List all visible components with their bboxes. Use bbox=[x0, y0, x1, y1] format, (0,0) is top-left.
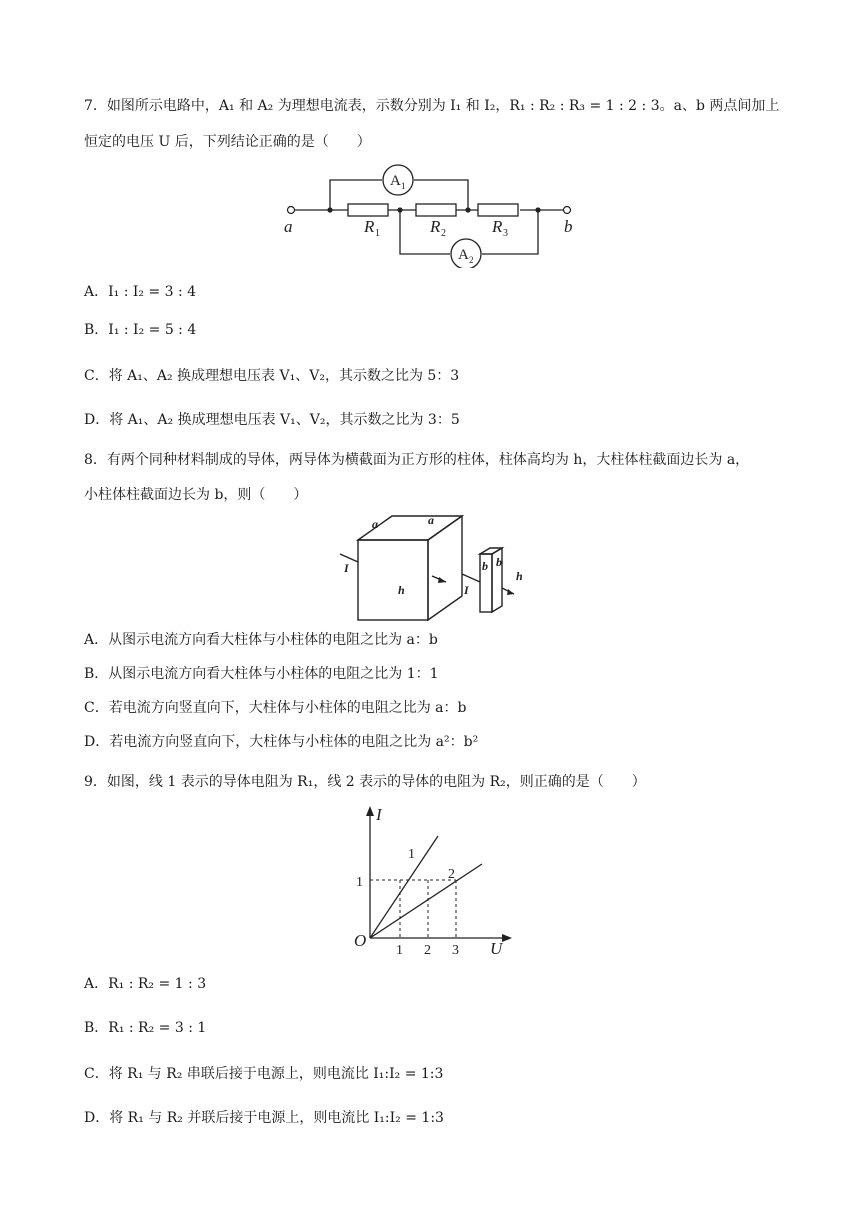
r2-subscript: 2 bbox=[441, 228, 446, 239]
q8-stem-line2: 小柱体柱截面边长为 b，则（ ） bbox=[84, 487, 308, 503]
r2-label: R bbox=[430, 217, 441, 236]
r3-resistor bbox=[478, 204, 518, 216]
q9-option-d: D．将 R₁ 与 R₂ 并联后接于电源上，则电流比 I₁:I₂ = 1:3 bbox=[84, 1110, 444, 1126]
q7-option-d: D．将 A₁、A₂ 换成理想电压表 V₁、V₂，其示数之比为 3：5 bbox=[84, 412, 460, 428]
q9-option-b: B．R₁ : R₂ = 3 : 1 bbox=[84, 1020, 207, 1036]
q9-option-c: C．将 R₁ 与 R₂ 串联后接于电源上，则电流比 I₁:I₂ = 1:3 bbox=[84, 1066, 444, 1082]
q7-stem-line2: 恒定的电压 U 后，下列结论正确的是（ ） bbox=[84, 134, 371, 150]
q9-iu-graph bbox=[340, 800, 520, 960]
q8-option-d: D．若电流方向竖直向下，大柱体与小柱体的电阻之比为 a²：b² bbox=[84, 734, 479, 750]
big-a-top-label: a bbox=[372, 517, 378, 531]
big-a-right-label: a bbox=[428, 513, 434, 527]
q8-conductor-diagram bbox=[336, 510, 532, 626]
q9-stem: 9．如图，线 1 表示的导体电阻为 R₁，线 2 表示的导体的电阻为 R₂，则正确的是（ ） bbox=[84, 774, 646, 790]
x-tick-1: 1 bbox=[396, 943, 403, 958]
q8-option-c: C．若电流方向竖直向下，大柱体与小柱体的电阻之比为 a：b bbox=[84, 700, 467, 716]
q8-option-b: B．从图示电流方向看大柱体与小柱体的电阻之比为 1：1 bbox=[84, 666, 439, 682]
q7-option-c: C．将 A₁、A₂ 换成理想电压表 V₁、V₂，其示数之比为 5：3 bbox=[84, 368, 460, 384]
r1-subscript: 1 bbox=[375, 228, 380, 239]
q7-option-a: A．I₁ : I₂ = 3 : 4 bbox=[84, 284, 197, 300]
small-h-label: h bbox=[516, 569, 523, 583]
q8-stem-line1: 8．有两个同种材料制成的导体，两导体为横截面为正方形的柱体，柱体高均为 h，大柱体柱截面边长为 a， bbox=[84, 452, 750, 468]
x-tick-2: 2 bbox=[424, 943, 431, 958]
q9-option-a: A．R₁ : R₂ = 1 : 3 bbox=[84, 976, 207, 992]
a1-subscript: 1 bbox=[401, 181, 406, 191]
x-axis-label: U bbox=[490, 939, 503, 958]
node-a-label: a bbox=[284, 217, 293, 236]
big-current-label: I bbox=[344, 561, 349, 575]
a1-label: A bbox=[390, 173, 401, 189]
a2-subscript: 2 bbox=[469, 255, 474, 265]
line-2-label: 2 bbox=[448, 867, 455, 882]
small-b2-label: b bbox=[496, 555, 502, 569]
small-current-label: I bbox=[464, 583, 469, 597]
r1-resistor bbox=[348, 204, 388, 216]
node-b-label: b bbox=[564, 217, 573, 236]
q7-circuit-diagram bbox=[280, 158, 590, 268]
q7-option-b: B．I₁ : I₂ = 5 : 4 bbox=[84, 322, 197, 338]
r2-resistor bbox=[416, 204, 456, 216]
y-axis-label: I bbox=[376, 805, 382, 824]
a2-label: A bbox=[458, 247, 469, 263]
y-tick-1: 1 bbox=[356, 875, 363, 890]
x-tick-3: 3 bbox=[452, 943, 459, 958]
line-2 bbox=[370, 864, 482, 938]
r1-label: R bbox=[364, 217, 375, 236]
r3-label: R bbox=[492, 217, 503, 236]
origin-label: O bbox=[354, 931, 367, 950]
r3-subscript: 3 bbox=[503, 228, 508, 239]
line-1-label: 1 bbox=[408, 847, 415, 862]
big-h-label: h bbox=[398, 583, 405, 597]
q8-option-a: A．从图示电流方向看大柱体与小柱体的电阻之比为 a：b bbox=[84, 632, 438, 648]
q7-stem-line1: 7．如图所示电路中，A₁ 和 A₂ 为理想电流表，示数分别为 I₁ 和 I₂，R₁ : R₂ : R₃ = 1 : 2 : 3。a、b 两点间加上 bbox=[84, 98, 780, 114]
small-b1-label: b bbox=[482, 559, 488, 573]
